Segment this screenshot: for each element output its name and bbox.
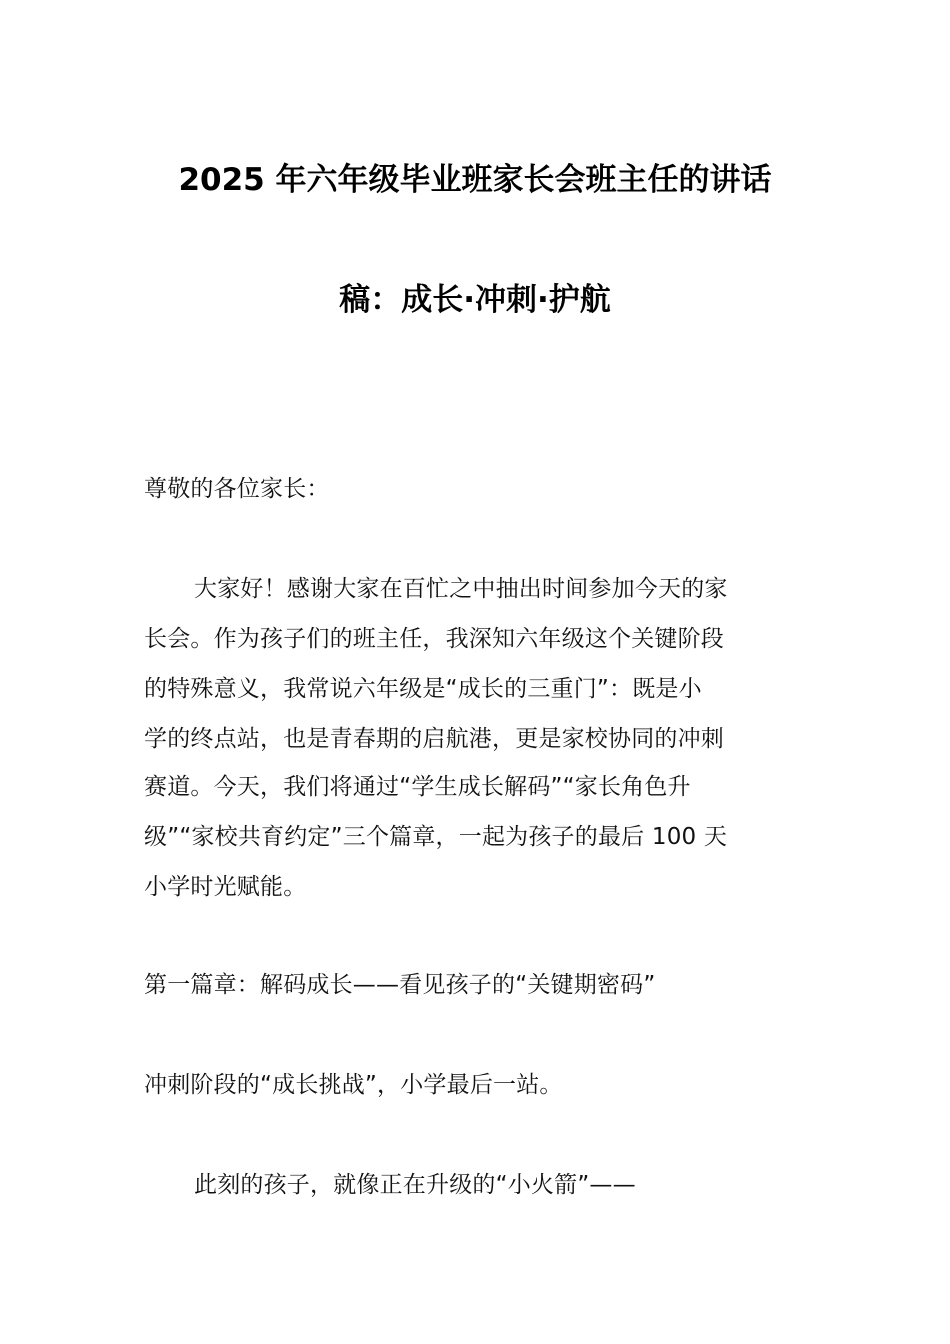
section-subheading: 冲刺阶段的“成长挑战”，小学最后一站。 — [144, 1072, 563, 1098]
paragraph-line: 的特殊意义，我常说六年级是“成长的三重门”：既是小 — [144, 676, 702, 702]
salutation: 尊敬的各位家长： — [144, 476, 330, 502]
paragraph-line: 级”“家校共育约定”三个篇章，一起为孩子的最后 100 天 — [144, 824, 728, 850]
paragraph-line: 小学时光赋能。 — [144, 874, 307, 900]
paragraph-line: 长会。作为孩子们的班主任，我深知六年级这个关键阶段 — [144, 626, 724, 652]
chapter-heading: 第一篇章：解码成长——看见孩子的“关键期密码” — [144, 972, 656, 998]
paragraph-line: 赛道。今天，我们将通过“学生成长解码”“家长角色升 — [144, 774, 691, 800]
document-title-line-1: 2025 年六年级毕业班家长会班主任的讲话 — [178, 162, 772, 198]
paragraph-line: 大家好！感谢大家在百忙之中抽出时间参加今天的家 — [194, 576, 728, 602]
paragraph-line: 学的终点站，也是青春期的启航港，更是家校协同的冲刺 — [144, 726, 724, 752]
paragraph-line: 此刻的孩子，就像正在升级的“小火箭”—— — [194, 1172, 636, 1198]
document-title-line-2: 稿：成长·冲刺·护航 — [339, 282, 611, 318]
